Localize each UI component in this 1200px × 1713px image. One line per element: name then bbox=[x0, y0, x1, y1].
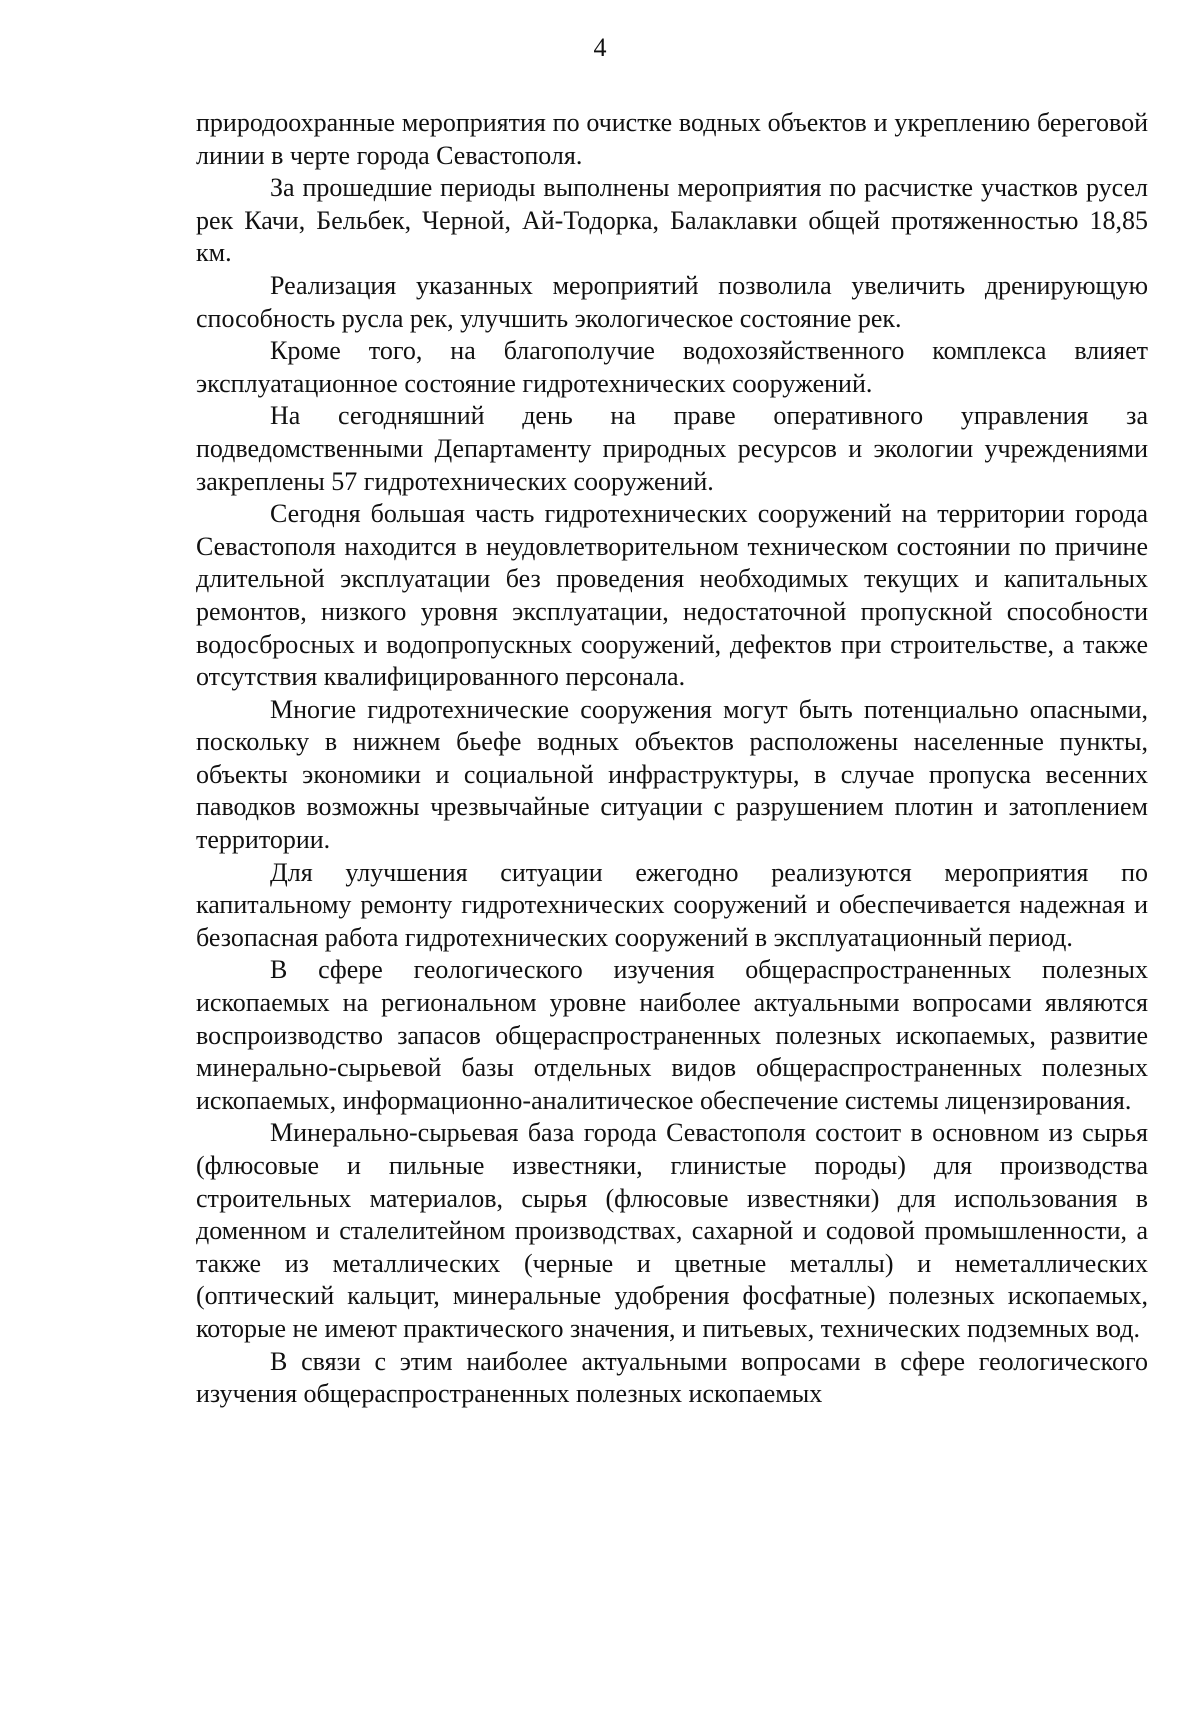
paragraph-2: За прошедшие периоды выполнены мероприятия по расчистке участков русел рек Качи, Бельбек, Черной, Ай-Тодорка, Балаклавки общей протяженностью 18,85 км. bbox=[196, 173, 1148, 268]
paragraph-1: природоохранные мероприятия по очистке водных объектов и укреплению береговой линии в черте города Севастополя. bbox=[196, 108, 1148, 170]
paragraph-8: Для улучшения ситуации ежегодно реализуются мероприятия по капитальному ремонту гидротехнических сооружений и обеспечивается надежная и безопасная работа гидротехнических сооружений в эксплуатационный период. bbox=[196, 857, 1148, 952]
paragraph-10: Минерально-сырьевая база города Севастополя состоит в основном из сырья (флюсовые и пильные известняки, глинистые породы) для производства строительных материалов, сырья (флюсовые известняки) для использования в доменном и сталелитейном производствах, сахарной и содовой промышленности, а также из металлических (черные и цветные металлы) и неметаллических (оптический кальцит, минеральные удобрения фосфатные) полезных ископаемых, которые не имеют практического значения, и питьевых, технических подземных вод. bbox=[196, 1118, 1148, 1343]
paragraph-6: Сегодня большая часть гидротехнических сооружений на территории города Севастополя находится в неудовлетворительном техническом состоянии по причине длительной эксплуатации без проведения необходимых текущих и капитальных ремонтов, низкого уровня эксплуатации, недостаточной пропускной способности водосбросных и водопропускных сооружений, дефектов при строительстве, а также отсутствия квалифицированного персонала. bbox=[196, 499, 1148, 692]
paragraph-9: В сфере геологического изучения общераспространенных полезных ископаемых на региональном уровне наиболее актуальными вопросами являются воспроизводство запасов общераспространенных полезных ископаемых, развитие минерально-сырьевой базы отдельных видов общераспространенных полезных ископаемых, информационно-аналитическое обеспечение системы лицензирования. bbox=[196, 955, 1148, 1115]
paragraph-7: Многие гидротехнические сооружения могут быть потенциально опасными, поскольку в нижнем бьефе водных объектов расположены населенные пункты, объекты экономики и социальной инфраструктуры, в случае пропуска весенних паводков возможны чрезвычайные ситуации с разрушением плотин и затоплением территории. bbox=[196, 694, 1148, 855]
page-number: 4 bbox=[593, 33, 607, 62]
paragraph-4: Кроме того, на благополучие водохозяйственного комплекса влияет эксплуатационное состояние гидротехнических сооружений. bbox=[196, 336, 1148, 398]
document-body bbox=[196, 107, 1148, 1411]
paragraph-3: Реализация указанных мероприятий позволила увеличить дренирующую способность русла рек, улучшить экологическое состояние рек. bbox=[196, 270, 1148, 333]
paragraph-5: На сегодняшний день на праве оперативного управления за подведомственными Департаменту природных ресурсов и экологии учреждениями закреплены 57 гидротехнических сооружений. bbox=[196, 401, 1148, 496]
paragraph-11: В связи с этим наиболее актуальными вопросами в сфере геологического изучения общераспространенных полезных ископаемых bbox=[196, 1346, 1148, 1409]
